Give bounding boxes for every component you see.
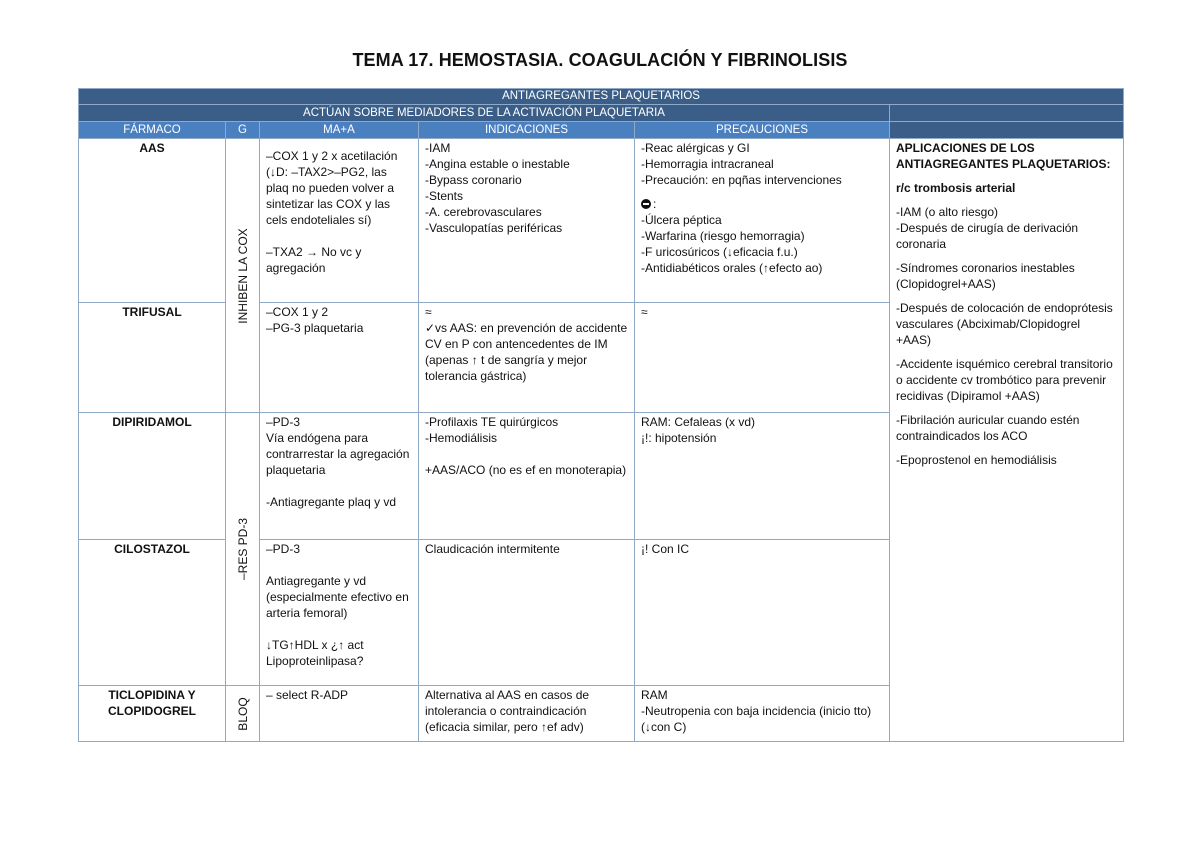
precautions-cell	[635, 139, 890, 303]
indication-text: +AAS/ACO (no es ef en monoterapia)	[425, 463, 627, 477]
precaution-text: :	[653, 197, 657, 211]
group-label-cox: INHIBEN LA COX	[235, 227, 250, 324]
application-item: -Después de colocación de endoprótesis vasculares (Abciximab/Clopidogrel +AAS)	[896, 301, 1113, 347]
group-label-bloq: BLOQ	[235, 696, 250, 731]
application-item: -IAM (o alto riesgo)	[896, 205, 999, 219]
column-header-indications: INDICACIONES	[419, 122, 635, 139]
group-cell-pd3	[226, 413, 260, 686]
group-cell-cox	[226, 139, 260, 413]
table-header-empty	[890, 105, 1124, 122]
precautions-cell	[635, 540, 890, 686]
drug-name: TICLOPIDINA Y CLOPIDOGREL	[79, 686, 226, 742]
precautions-cell	[635, 303, 890, 413]
indications-cell	[419, 139, 635, 303]
precautions-cell	[635, 686, 890, 742]
mechanism-text: –COX 1 y 2 x acetilación (↓D: –TAX2>–PG2, las plaq no pueden volver a sintetizar las COX y las cels endoteliales sí)	[266, 149, 398, 227]
mechanism-cell	[260, 413, 419, 540]
group-cell-bloq	[226, 686, 260, 742]
no-entry-icon	[641, 199, 651, 209]
table-row	[79, 139, 1124, 303]
precaution-text: ≈	[641, 305, 648, 319]
mechanism-cell	[260, 303, 419, 413]
precaution-text: RAM: Cefaleas (x vd)	[641, 415, 756, 429]
precaution-text: ¡!: hipotensión	[641, 431, 717, 445]
indications-cell	[419, 303, 635, 413]
column-header-group: G	[226, 122, 260, 139]
indication-text: -Profilaxis TE quirúrgicos	[425, 415, 559, 429]
mechanism-cell	[260, 686, 419, 742]
precaution-text: -Hemorragia intracraneal	[641, 157, 774, 171]
page-title: TEMA 17. HEMOSTASIA. COAGULACIÓN Y FIBRINOLISIS	[352, 50, 848, 70]
drug-name: TRIFUSAL	[79, 303, 226, 413]
mechanism-text: –COX 1 y 2	[266, 305, 329, 319]
mechanism-text: Antiagregante y vd (especialmente efectivo en arteria femoral)	[266, 574, 409, 620]
precaution-text: -Antidiabéticos orales (↑efecto ao)	[641, 261, 823, 275]
mechanism-text: –PD-3	[266, 542, 301, 556]
precautions-cell	[635, 413, 890, 540]
mechanism-text: –TXA2 → No vc y agregación	[266, 245, 362, 275]
precaution-text: -Reac alérgicas y GI	[641, 141, 750, 155]
precaution-text: -Precaución: en pqñas intervenciones	[641, 173, 842, 187]
applications-title: APLICACIONES DE LOS ANTIAGREGANTES PLAQUETARIOS:	[896, 141, 1111, 171]
indication-text: -IAM	[425, 141, 451, 155]
table-header-subtitle: ACTÚAN SOBRE MEDIADORES DE LA ACTIVACIÓN PLAQUETARIA	[79, 105, 890, 122]
indication-text: Alternativa al AAS en casos de intolerancia o contraindicación (eficacia similar, pero ↑ef adv)	[425, 688, 590, 734]
mechanism-cell	[260, 139, 419, 303]
precaution-text: RAM	[641, 688, 668, 702]
drug-name: CILOSTAZOL	[79, 540, 226, 686]
indication-text: -Hemodiálisis	[425, 431, 498, 445]
precaution-text: -Úlcera péptica	[641, 213, 722, 227]
group-label-pd3: –RES PD-3	[235, 517, 250, 581]
application-item: -Fibrilación auricular cuando estén contraindicados los ACO	[896, 413, 1080, 443]
applications-subtitle: r/c trombosis arterial	[896, 181, 1016, 195]
indication-text: ≈	[425, 305, 432, 319]
mechanism-cell	[260, 540, 419, 686]
mechanism-text: -Antiagregante plaq y vd	[266, 495, 397, 509]
mechanism-text: – select R-ADP	[266, 688, 349, 702]
precaution-text: -Neutropenia con baja incidencia (inicio tto) (↓con C)	[641, 704, 872, 734]
precaution-text: -F uricosúricos (↓eficacia f.u.)	[641, 245, 798, 259]
drug-name: DIPIRIDAMOL	[79, 413, 226, 540]
column-header-drug: FÁRMACO	[79, 122, 226, 139]
mechanism-text: –PD-3	[266, 415, 301, 429]
mechanism-text: –PG-3 plaquetaria	[266, 321, 364, 335]
indications-cell	[419, 540, 635, 686]
indications-cell	[419, 686, 635, 742]
antiplatelet-table	[78, 88, 1124, 742]
application-item: -Después de cirugía de derivación coronaria	[896, 221, 1079, 251]
precaution-text: -Warfarina (riesgo hemorragia)	[641, 229, 805, 243]
indication-text: ✓vs AAS: en prevención de accidente CV en P con antencedentes de IM (apenas ↑ t de sangría y mejor tolerancia gástrica)	[425, 321, 628, 383]
indication-text: -Bypass coronario	[425, 173, 522, 187]
application-item: -Epoprostenol en hemodiálisis	[896, 453, 1057, 467]
mechanism-text: Vía endógena para contrarrestar la agregación plaquetaria	[266, 431, 410, 477]
application-item: -Accidente isquémico cerebral transitorio o accidente cv trombótico para prevenir recidivas (Dipiramol +AAS)	[896, 357, 1113, 403]
application-item: -Síndromes coronarios inestables (Clopidogrel+AAS)	[896, 261, 1075, 291]
indication-text: -Vasculopatías periféricas	[425, 221, 563, 235]
precaution-text: ¡! Con IC	[641, 542, 690, 556]
indication-text: Claudicación intermitente	[425, 542, 560, 556]
column-header-precautions: PRECAUCIONES	[635, 122, 890, 139]
table-header-title: ANTIAGREGANTES PLAQUETARIOS	[79, 89, 1124, 105]
applications-cell	[890, 139, 1124, 742]
indication-text: -A. cerebrovasculares	[425, 205, 542, 219]
indications-cell	[419, 413, 635, 540]
drug-name: AAS	[79, 139, 226, 303]
indication-text: -Stents	[425, 189, 464, 203]
mechanism-text: ↓TG↑HDL x ¿↑ act Lipoproteinlipasa?	[266, 638, 364, 668]
indication-text: -Angina estable o inestable	[425, 157, 570, 171]
column-header-empty	[890, 122, 1124, 139]
column-header-mechanism: MA+A	[260, 122, 419, 139]
